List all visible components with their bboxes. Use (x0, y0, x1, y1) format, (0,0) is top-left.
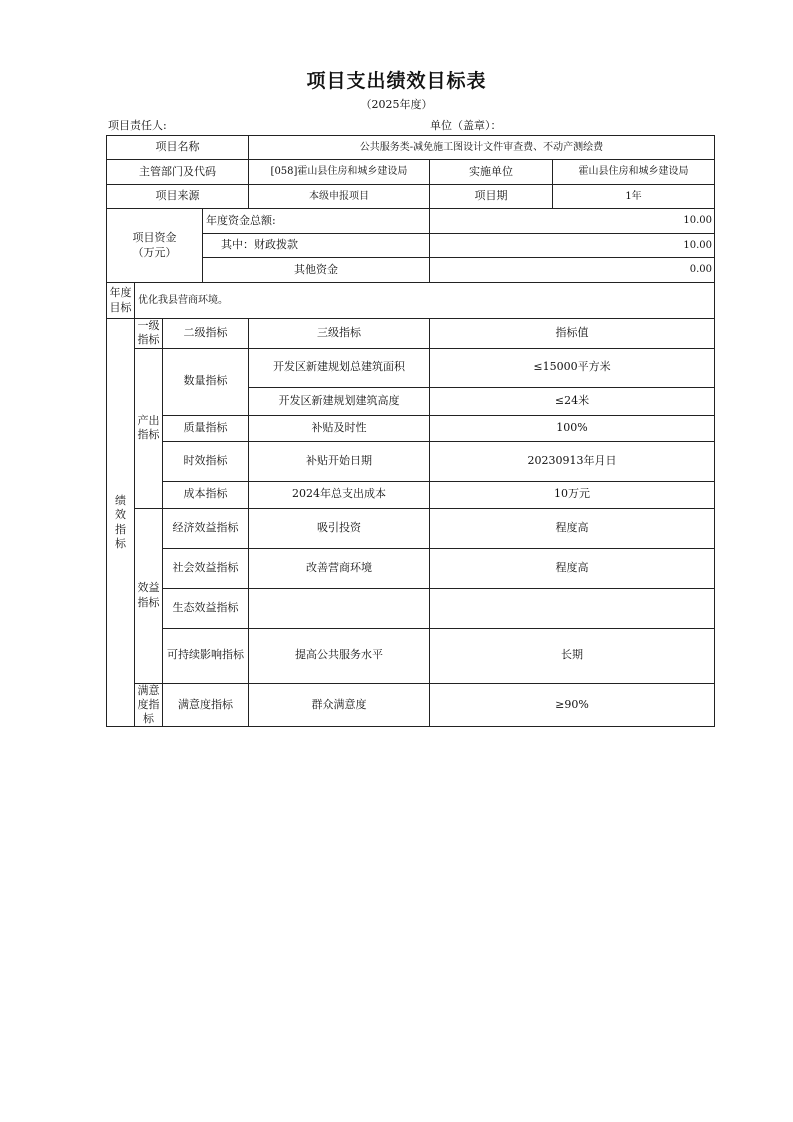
level2-header: 二级指标 (163, 319, 249, 349)
quantity-value-2: ≤24米 (430, 387, 715, 415)
ecological-indicator: 生态效益指标 (163, 588, 249, 628)
cost-value: 10万元 (430, 481, 715, 508)
sustain-item: 提高公共服务水平 (249, 628, 430, 683)
quantity-item-1: 开发区新建规划总建筑面积 (249, 348, 430, 387)
quality-value: 100% (430, 415, 715, 441)
perf-label-char-2: 效 (115, 508, 126, 522)
quantity-item-2: 开发区新建规划建筑高度 (249, 387, 430, 415)
level1-header-line2: 指标 (137, 333, 160, 347)
page-title: 项目支出绩效目标表 (306, 70, 487, 92)
timeliness-item: 补贴开始日期 (249, 441, 430, 481)
satisfaction-label-line3: 标 (143, 712, 154, 726)
output-label-line1: 产出 (137, 413, 160, 427)
benefit-indicator-label (135, 508, 163, 683)
quantity-value-1: ≤15000平方米 (430, 348, 715, 387)
satisfaction-label-line1: 满意 (137, 683, 160, 697)
period-value: 1年 (553, 185, 715, 209)
funds-fiscal-label: 其中：财政拨款 (203, 234, 430, 258)
sustain-indicator: 可持续影响指标 (163, 628, 249, 683)
ecological-item (249, 588, 430, 628)
quality-item: 补贴及时性 (249, 415, 430, 441)
perf-label-char-1: 绩 (115, 494, 126, 508)
period-label: 项目期 (430, 185, 553, 209)
social-item: 改善营商环境 (249, 548, 430, 588)
funds-other-label: 其他资金 (203, 258, 430, 283)
economic-indicator: 经济效益指标 (163, 508, 249, 548)
social-indicator: 社会效益指标 (163, 548, 249, 588)
project-name-label: 项目名称 (107, 136, 249, 160)
level3-header: 三级指标 (249, 319, 430, 349)
funds-total-value: 10.00 (430, 209, 715, 234)
funds-label-line2: （万元） (132, 245, 177, 259)
funds-total-label: 年度资金总额: (203, 209, 430, 234)
annual-goal-label-line2: 目标 (109, 300, 132, 314)
quantity-indicator: 数量指标 (163, 348, 249, 415)
funds-label-line1: 项目资金 (132, 230, 177, 244)
annual-goal-text: 优化我县营商环境。 (135, 283, 715, 319)
dept-label: 主管部门及代码 (107, 160, 249, 185)
satisfaction-item: 群众满意度 (249, 683, 430, 727)
year-label: （2025年度） (360, 98, 433, 111)
responsible-label: 项目责任人: (108, 119, 167, 132)
economic-item: 吸引投资 (249, 508, 430, 548)
output-indicator-label (135, 348, 163, 508)
satisfaction-value: ≥90% (430, 683, 715, 727)
performance-table (106, 135, 715, 727)
level1-header (135, 319, 163, 349)
ecological-value (430, 588, 715, 628)
performance-indicator-label (107, 319, 135, 727)
funds-label (107, 209, 203, 283)
annual-goal-label (107, 283, 135, 319)
sustain-value: 长期 (430, 628, 715, 683)
impl-label: 实施单位 (430, 160, 553, 185)
perf-label-char-4: 标 (115, 537, 126, 551)
source-label: 项目来源 (107, 185, 249, 209)
source-value: 本级申报项目 (249, 185, 430, 209)
economic-value: 程度高 (430, 508, 715, 548)
cost-indicator: 成本指标 (163, 481, 249, 508)
funds-fiscal-value: 10.00 (430, 234, 715, 258)
satisfaction-label-line2: 度指 (137, 697, 160, 711)
funds-other-value: 0.00 (430, 258, 715, 283)
dept-value: [058]霍山县住房和城乡建设局 (249, 160, 430, 185)
benefit-label-line2: 指标 (137, 595, 160, 609)
perf-label-char-3: 指 (115, 522, 126, 536)
impl-value: 霍山县住房和城乡建设局 (553, 160, 715, 185)
timeliness-value: 20230913年月日 (430, 441, 715, 481)
level1-header-line1: 一级 (137, 319, 160, 332)
timeliness-indicator: 时效指标 (163, 441, 249, 481)
benefit-label-line1: 效益 (137, 581, 160, 595)
cost-item: 2024年总支出成本 (249, 481, 430, 508)
annual-goal-label-line1: 年度 (109, 285, 132, 299)
satisfaction-indicator: 满意度指标 (163, 683, 249, 727)
value-header: 指标值 (430, 319, 715, 349)
quality-indicator: 质量指标 (163, 415, 249, 441)
project-name-value: 公共服务类-减免施工图设计文件审查费、不动产测绘费 (249, 136, 715, 160)
output-label-line2: 指标 (137, 428, 160, 442)
unit-seal-label: 单位（盖章）： (430, 119, 502, 132)
social-value: 程度高 (430, 548, 715, 588)
satisfaction-level1-label (135, 683, 163, 727)
